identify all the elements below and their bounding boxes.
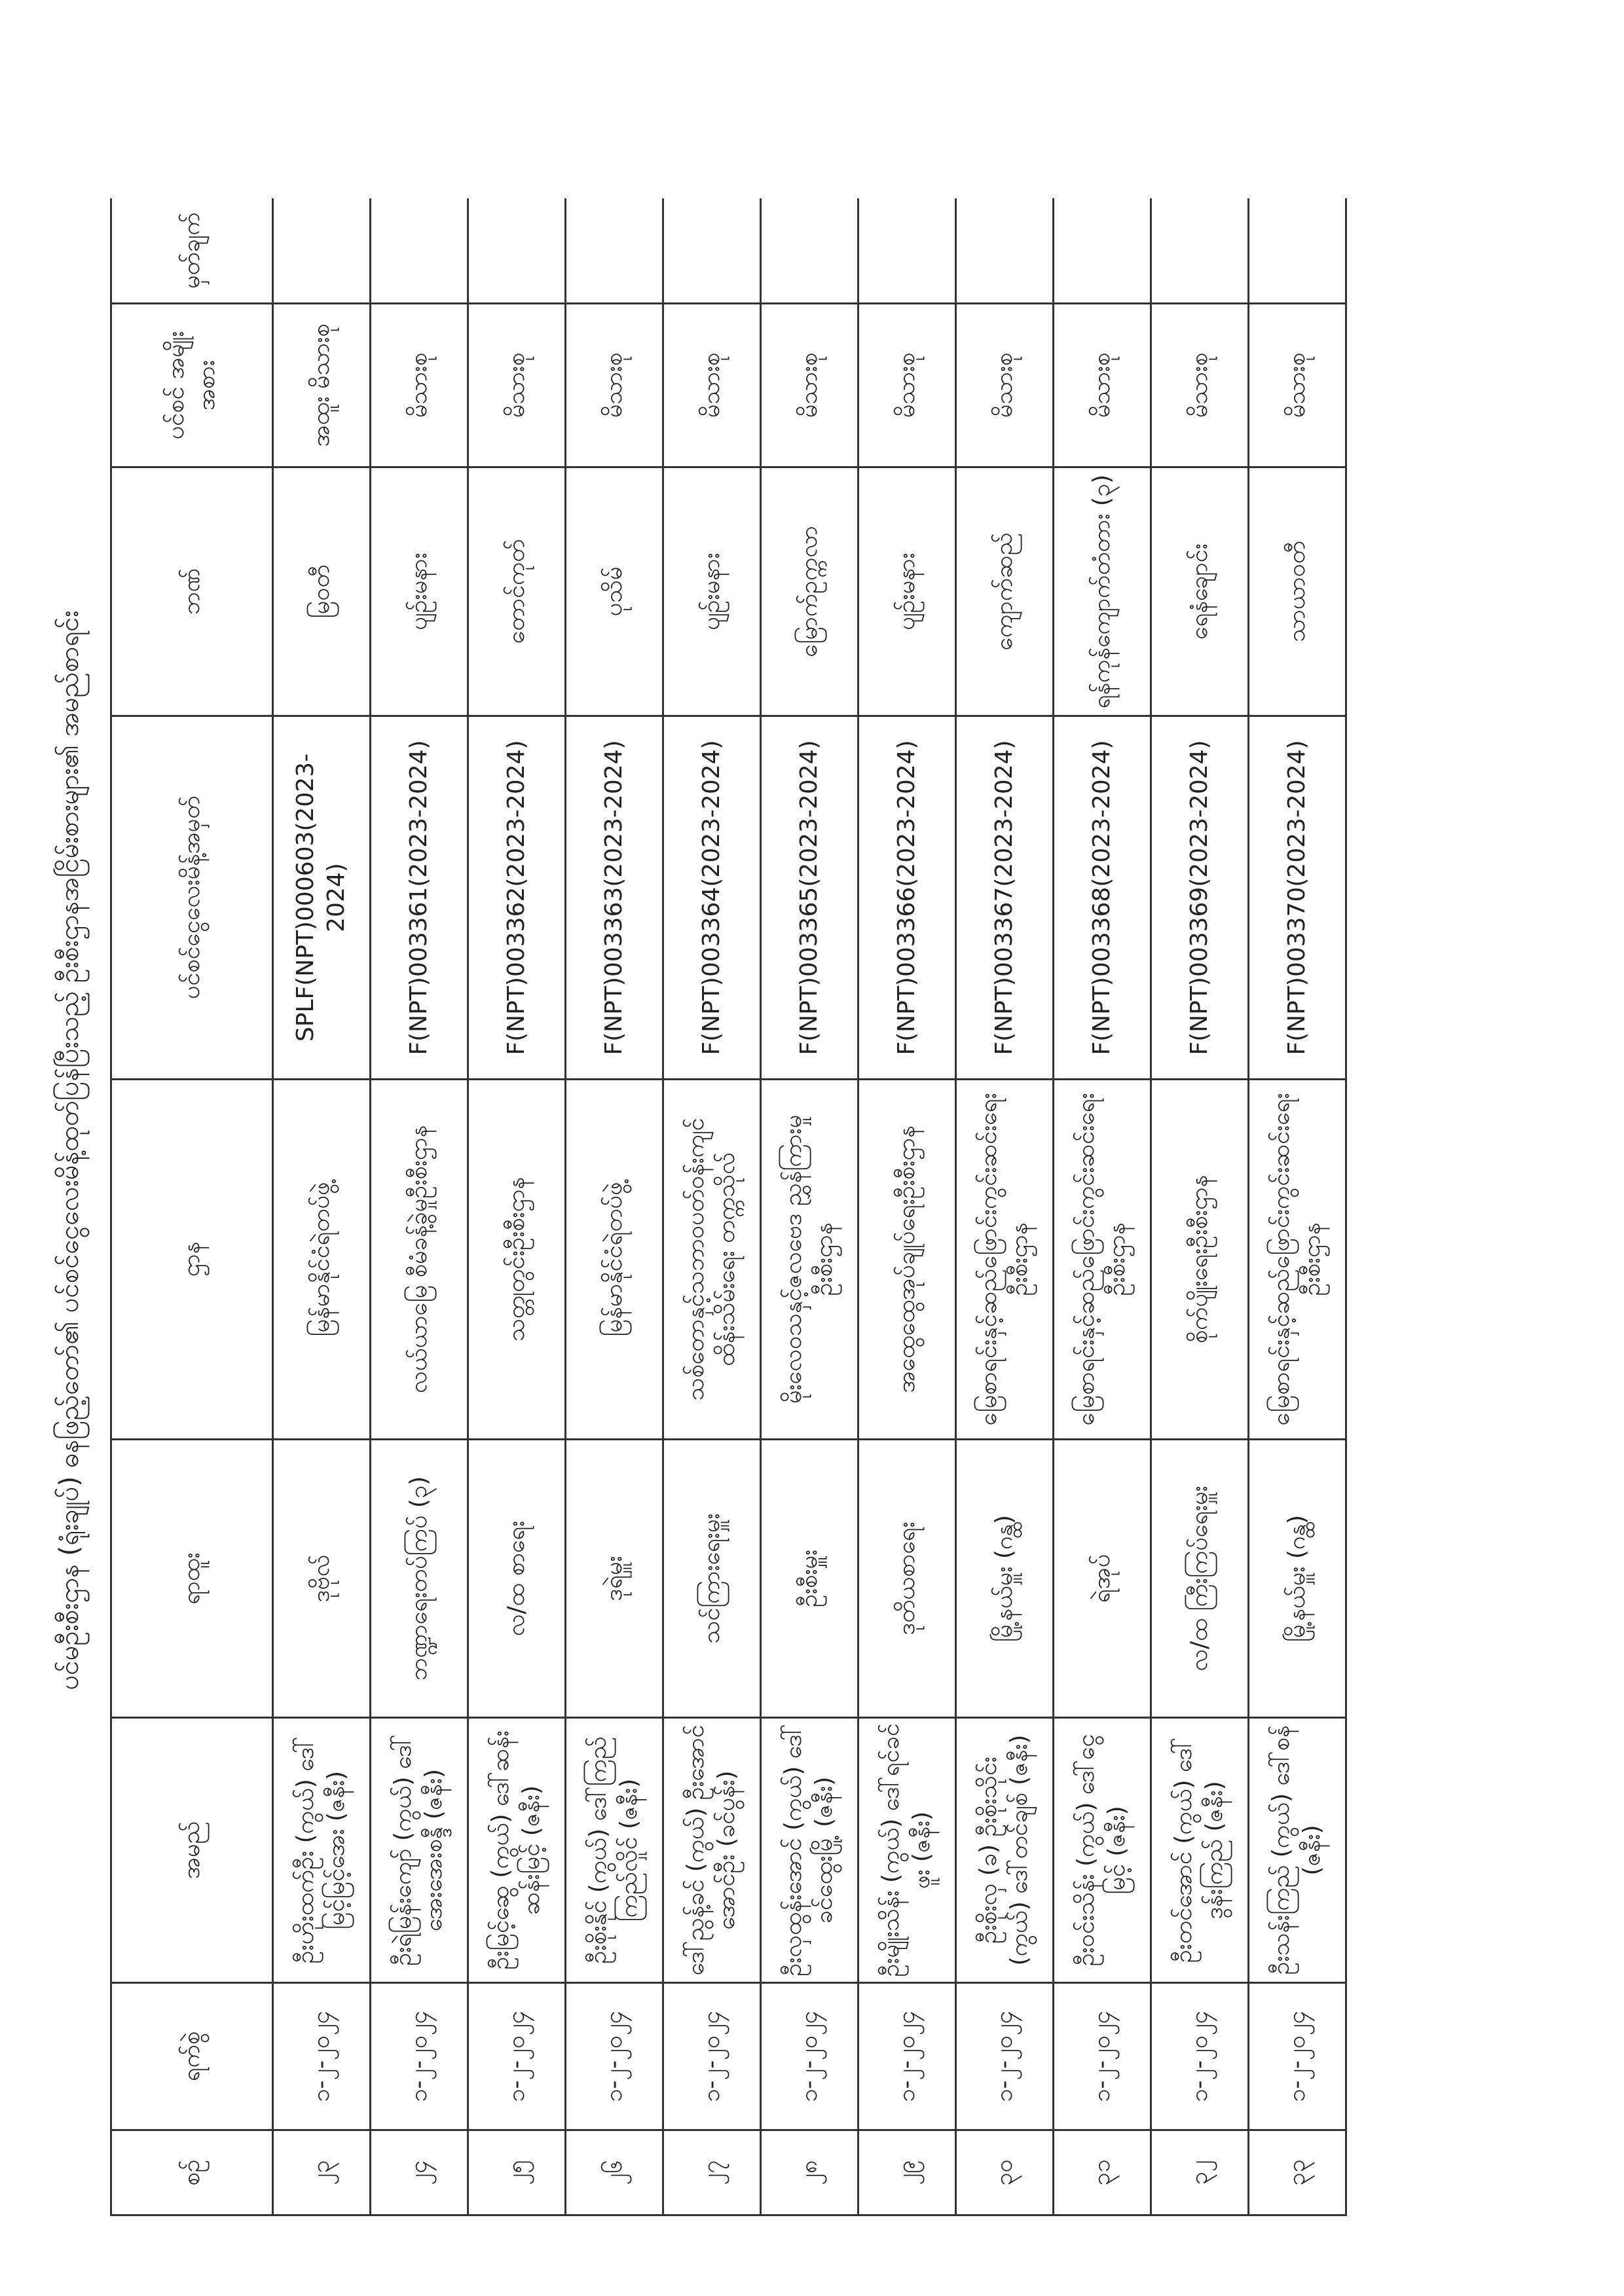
cell-department: မြေစာရင်းနှင့်ဆည်ဖြောင်းကွင်းဆင်းရေး ဦးစီးဌာန bbox=[1054, 1080, 1151, 1440]
table-row bbox=[566, 199, 663, 2215]
cell-pension-no: F(NPT)003366(2023-2024) bbox=[858, 716, 956, 1080]
cell-department: မြေစာရင်းနှင့်ဆည်ဖြောင်းကွင်းဆင်းရေး ဦးစီးဌာန bbox=[1249, 1080, 1346, 1440]
cell-date: ၁-၂-၂၀၂၄ bbox=[273, 1983, 371, 2130]
header-department: ဌာန bbox=[111, 1080, 273, 1440]
cell-position: လ/ထ ကြီးကြပ်ရေးမှူး bbox=[1151, 1440, 1249, 1718]
table-row bbox=[858, 199, 956, 2215]
cell-remarks bbox=[1054, 199, 1151, 304]
cell-name: ဦးမြင့်ဆွေ (ကွယ်) ဒေါ်ဆန်းဆန်းမြင့် (ဇနီး) bbox=[468, 1718, 566, 1983]
cell-no: ၂၇ bbox=[663, 2130, 761, 2215]
cell-department: မိုးလေဝသနှင့်ဇလဗေဒ ညွှန်ကြားမှုဦးစီးဌာန bbox=[761, 1080, 858, 1440]
header-position: ရာထူး bbox=[111, 1440, 273, 1718]
header-name: အမည် bbox=[111, 1718, 273, 1983]
cell-no: ၃၁ bbox=[1054, 2130, 1151, 2215]
cell-name: ဒေါ်ညွန့်ခင် (ကွယ်) ဦးအောင်အောင်ဦး (ခင်ပွန်း) bbox=[663, 1718, 761, 1983]
header-pension-type: ပင်စင် အမျိုးအစား bbox=[111, 304, 273, 467]
cell-date: ၁-၂-၂၀၂၄ bbox=[1151, 1983, 1249, 2130]
cell-pension-type: မိသားစု bbox=[761, 304, 858, 467]
cell-department: သတ္တုတွင်းဦးစီးဌာန bbox=[468, 1080, 566, 1440]
header-bank: ဘဏ် bbox=[111, 467, 273, 716]
cell-bank: ပုသိမ် bbox=[566, 467, 663, 716]
cell-bank: ပျဉ်းမနား bbox=[858, 467, 956, 716]
cell-position: ဒုရဲမှူး bbox=[566, 1440, 663, 1718]
cell-name: ဦးလှထွန်းအောင် (ကွယ်) ဒေါ်ခင်ထွေးမြို့ (ဇနီး) bbox=[761, 1718, 858, 1983]
cell-bank: ကျောက်ဆည် bbox=[956, 467, 1054, 716]
cell-date: ၁-၂-၂၀၂၄ bbox=[858, 1983, 956, 2130]
cell-pension-no: F(NPT)003362(2023-2024) bbox=[468, 716, 566, 1080]
cell-no: ၂၉ bbox=[858, 2130, 956, 2215]
cell-name: ဦးတင်အောင် (ကွယ်) ဒေါ်ဒွန်းကြည် (ဇနီး) bbox=[1151, 1718, 1249, 1983]
cell-no: ၂၃ bbox=[273, 2130, 371, 2215]
cell-remarks bbox=[468, 199, 566, 304]
cell-name: ဦးမျိုးသိန်း (ကွယ်) ဒေါ်ရင်ခင်ဖူး (ဇနီး) bbox=[858, 1718, 956, 1983]
cell-name: ဦးစိုးလှ (ခ) ဦးစိုးသိုင်း (ကွယ်) ဒေါ်တင်ချစ် (ဇနီး) bbox=[956, 1718, 1054, 1983]
cell-pension-no: F(NPT)003368(2023-2024) bbox=[1054, 716, 1151, 1080]
records-table bbox=[110, 199, 1347, 2217]
cell-date: ၁-၂-၂၀၂၄ bbox=[468, 1983, 566, 2130]
cell-no: ၂၄ bbox=[371, 2130, 468, 2215]
cell-pension-no: F(NPT)003364(2023-2024) bbox=[663, 716, 761, 1080]
cell-name: ဦးရဲမြန်းကျော် (ကွယ်) ဒေါ်အေးအေးစန္ဒီ (ဇနီး) bbox=[371, 1718, 468, 1983]
cell-position: ဒုဗိုလ် bbox=[273, 1440, 371, 1718]
cell-pension-no: F(NPT)003369(2023-2024) bbox=[1151, 716, 1249, 1080]
cell-department: မြေစာရင်းနှင့်ဆည်ဖြောင်းကွင်းဆင်းရေး ဦးစီးဌာန bbox=[956, 1080, 1054, 1440]
cell-name: ဦးသန်းကြည် (ကွယ်) ဒေါ်စန် (ဇနီး) bbox=[1249, 1718, 1346, 1983]
header-remarks: မှတ်ချက် bbox=[111, 199, 273, 304]
cell-bank: တောင်ကုတ် bbox=[468, 467, 566, 716]
cell-pension-type: မိသားစု bbox=[663, 304, 761, 467]
cell-position: သင်ကြားရေးမှူး bbox=[663, 1440, 761, 1718]
cell-pension-no: F(NPT)003370(2023-2024) bbox=[1249, 716, 1346, 1080]
cell-position: ဒုတိယစာရေး bbox=[858, 1440, 956, 1718]
cell-name: ဦးစိုးနိုင် (ကွယ်) ဒေါ်ကြည်ကြည်လှိုင် (ဇနီး) bbox=[566, 1718, 663, 1983]
cell-remarks bbox=[663, 199, 761, 304]
cell-position: ရဲအုပ် bbox=[1054, 1440, 1151, 1718]
cell-department: လယ်ယာမြေ စီမံခန့်ခွဲမှုဦးစီးဌာန bbox=[371, 1080, 468, 1440]
cell-pension-type: မိသားစု bbox=[566, 304, 663, 467]
cell-pension-no: F(NPT)003365(2023-2024) bbox=[761, 716, 858, 1080]
table-row bbox=[273, 199, 371, 2215]
cell-name: ဦးဟိုးထက်ဦး (ကွယ်) ဒေါ်မြင့်မြင့်အေး (ဇနီး) bbox=[273, 1718, 371, 1983]
table-row bbox=[468, 199, 566, 2215]
cell-bank: သာယာဝတီ bbox=[1249, 467, 1346, 716]
cell-pension-type: မိသားစု bbox=[858, 304, 956, 467]
table-row bbox=[1151, 199, 1249, 2215]
cell-date: ၁-၂-၂၀၂၄ bbox=[371, 1983, 468, 2130]
table-row bbox=[371, 199, 468, 2215]
cell-remarks bbox=[858, 199, 956, 304]
cell-pension-no: F(NPT)003361(2023-2024) bbox=[371, 716, 468, 1080]
cell-no: ၂၆ bbox=[566, 2130, 663, 2215]
header-pension-no: ပင်စင်ငွေလေးမိန့်အမှတ် bbox=[111, 716, 273, 1080]
cell-position: မြို့နယ်မှူး (ဂန္ထ) bbox=[956, 1440, 1054, 1718]
table-row bbox=[761, 199, 858, 2215]
cell-position: လ/ထ စာရေး bbox=[468, 1440, 566, 1718]
cell-remarks bbox=[566, 199, 663, 304]
document-title: ပင်မဦးစီးဌာန (ရုံးချုပ်) ဓနဖြည့်တော်၏ ပင်စင်ငွေလေးမိန့်ထုတ်ပြန်ပြီးသည့် ဦးစီးဌာနအငြိမ်းစားများ၏ အမည်စာရင်း bbox=[54, 610, 84, 1690]
table-row bbox=[663, 199, 761, 2215]
cell-remarks bbox=[956, 199, 1054, 304]
cell-pension-type: မိသားစု bbox=[468, 304, 566, 467]
cell-remarks bbox=[273, 199, 371, 304]
table-body bbox=[273, 199, 1346, 2215]
header-no: စဉ် bbox=[111, 2130, 273, 2215]
table-row bbox=[1249, 199, 1346, 2215]
cell-department: မြန်မာနိုင်ငံရဲတပ်ဖွဲ့ bbox=[273, 1080, 371, 1440]
cell-bank: ရေနံချောင်း bbox=[1151, 467, 1249, 716]
cell-department: မြန်မာနိုင်ငံရဲတပ်ဖွဲ့ bbox=[566, 1080, 663, 1440]
cell-pension-no: F(NPT)003367(2023-2024) bbox=[956, 716, 1054, 1080]
cell-no: ၃၀ bbox=[956, 2130, 1054, 2215]
cell-bank: ပျဉ်းမနား bbox=[371, 467, 468, 716]
cell-pension-type: မိသားစု bbox=[371, 304, 468, 467]
cell-pension-type: မိသားစု bbox=[1249, 304, 1346, 467]
cell-position: ဘဏ္ဍာရေးတပ်ကြပ် (၃) bbox=[371, 1440, 468, 1718]
cell-bank: ပျဉ်းမနား bbox=[663, 467, 761, 716]
cell-date: ၁-၂-၂၀၂၄ bbox=[1054, 1983, 1151, 2130]
table-row bbox=[956, 199, 1054, 2215]
cell-date: ၁-၂-၂၀၂၄ bbox=[761, 1983, 858, 2130]
cell-remarks bbox=[761, 199, 858, 304]
cell-no: ၃၃ bbox=[1249, 2130, 1346, 2215]
cell-pension-type: မိသားစု bbox=[1054, 304, 1151, 467]
cell-pension-no: F(NPT)003363(2023-2024) bbox=[566, 716, 663, 1080]
cell-date: ၁-၂-၂၀၂၄ bbox=[566, 1983, 663, 2130]
cell-pension-type: အထူး မိသားစု bbox=[273, 304, 371, 467]
cell-position: မြို့နယ်မှူး (ဂန္ထ) bbox=[1249, 1440, 1346, 1718]
cell-pension-no: SPLF(NPT)000603(2023-2024) bbox=[273, 716, 371, 1080]
cell-date: ၁-၂-၂၀၂၄ bbox=[663, 1983, 761, 2130]
cell-no: ၃၂ bbox=[1151, 2130, 1249, 2215]
cell-bank: မြောက်ဥက္ကလာ bbox=[761, 467, 858, 716]
cell-department: သစ်တောနှင့်သဘာဝပတ်ဝန်းကျင်ထိန်းသိမ်းရေး တက္ကသိုလ် bbox=[663, 1080, 761, 1440]
cell-bank: မြဝတီ bbox=[273, 467, 371, 716]
cell-remarks bbox=[1151, 199, 1249, 304]
cell-remarks bbox=[371, 199, 468, 304]
cell-remarks bbox=[1249, 199, 1346, 304]
header-date: ရက်စွဲ bbox=[111, 1983, 273, 2130]
cell-position: ဦးစီးမှူး bbox=[761, 1440, 858, 1718]
cell-bank: ရန်ကုန်ကျောက်တံတား (၃) bbox=[1054, 467, 1151, 716]
cell-pension-type: မိသားစု bbox=[956, 304, 1054, 467]
cell-no: ၂၅ bbox=[468, 2130, 566, 2215]
cell-date: ၁-၂-၂၀၂၄ bbox=[1249, 1983, 1346, 2130]
cell-date: ၁-၂-၂၀၂၄ bbox=[956, 1983, 1054, 2130]
cell-name: ဦးဝင်းသိန်း (ကွယ်) ဒေါ်ငွေမြင့် (ဇနီး) bbox=[1054, 1718, 1151, 1983]
cell-department: စိုက်ပျိုးရေးဦးစီးဌာန bbox=[1151, 1080, 1249, 1440]
header-row bbox=[111, 199, 273, 2215]
table-row bbox=[1054, 199, 1151, 2215]
cell-department: အထွေထွေအုပ်ချုပ်ရေးဦးစီးဌာန bbox=[858, 1080, 956, 1440]
cell-no: ၂၈ bbox=[761, 2130, 858, 2215]
cell-pension-type: မိသားစု bbox=[1151, 304, 1249, 467]
